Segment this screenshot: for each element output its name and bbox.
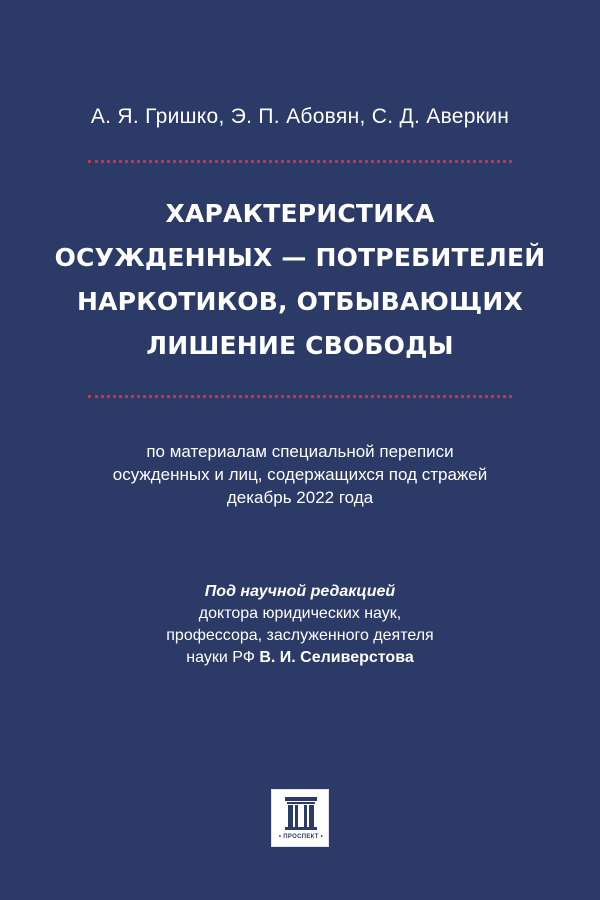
title-line-1: ХАРАКТЕРИСТИКА [165,199,435,228]
subtitle [60,440,540,509]
prospekt-logo-icon [285,797,317,830]
book-title [40,192,560,368]
top-dotted-divider [88,160,512,163]
editor-block [60,581,540,669]
editor-line-3 [60,647,540,669]
title-line-2: ОСУЖДЕННЫХ — ПОТРЕБИТЕЛЕЙ [54,243,546,272]
editor-name: В. И. Селиверстова [259,649,414,666]
publisher-logo [271,789,329,847]
title-line-3: НАРКОТИКОВ, ОТБЫВАЮЩИХ [77,287,523,316]
publisher-name: • ПРОСПЕКТ • [278,834,324,840]
subtitle-line-1: по материалам специальной переписи [146,442,454,461]
subtitle-line-2: осужденных и лиц, содержащихся под стражей [112,465,488,484]
editor-heading: Под научной редакцией [204,583,396,600]
editor-line-2: профессора, заслуженного деятеля [166,627,434,644]
bottom-dotted-divider [88,395,512,398]
subtitle-line-3: декабрь 2022 года [226,488,374,507]
editor-line-1: доктора юридических наук, [198,605,402,622]
editor-line-3-prefix: науки РФ [186,649,260,666]
title-line-4: ЛИШЕНИЕ СВОБОДЫ [146,331,454,360]
authors: А. Я. Гришко, Э. П. Абовян, С. Д. Аверкин [90,105,510,128]
